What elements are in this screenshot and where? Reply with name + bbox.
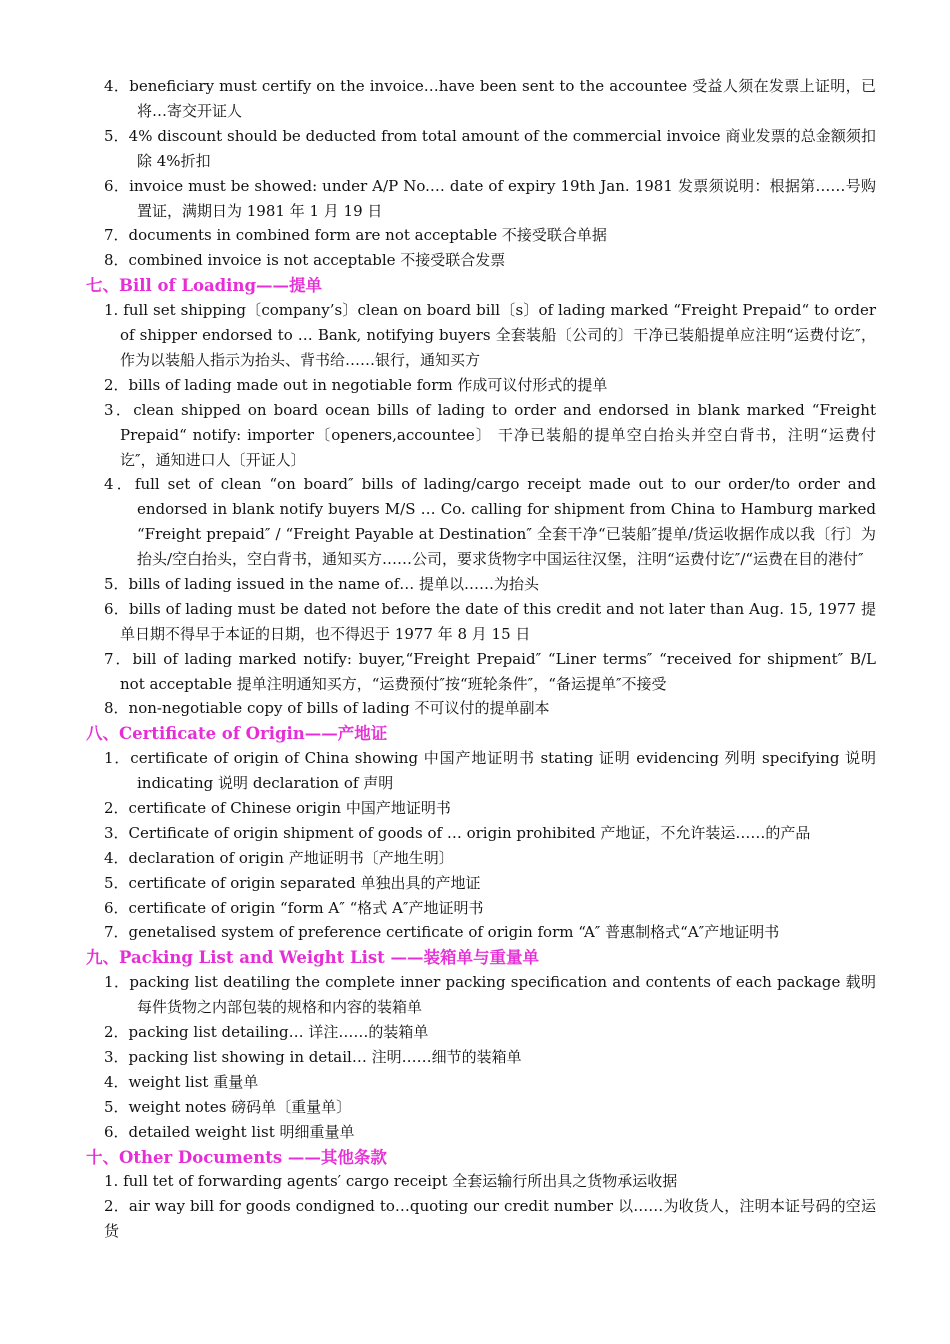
list-item: 8．combined invoice is not acceptable 不接受联合发票 <box>104 251 506 269</box>
list-item: 7．documents in combined form are not acceptable 不接受联合单据 <box>104 226 607 244</box>
list-item: 6．certificate of origin “form A″ “格式 A″产地证明书 <box>104 899 484 917</box>
list-item: 5．weight notes 磅码单〔重量单〕 <box>104 1098 352 1116</box>
list-item: 4．full set of clean “on board″ bills of lading/cargo receipt made out to our order/to order and endorsed in blank notify buyers M/S … Co. calling for shipment from China to Hamburg marked “Freight prepaid″ / “Freight Payable at Destination″ 全套干净“已装船″提单/货运收据作成以我〔行〕为抬头/空白抬头，空白背书，通知买方……公司，要求货物字中国运往汉堡，注明“运费付讫″/“运费在目的港付″ <box>104 475 876 568</box>
list-item: 4．weight list 重量单 <box>104 1073 259 1091</box>
list-item: 1. full set shipping〔company’s〕clean on board bill〔s〕of lading marked “Freight Prepaid“ to order of shipper endorsed to … Bank, notifying buyers 全套装船〔公司的〕干净已装船提单应注明“运费付讫″，作为以装船人指示为抬头、背书给……银行，通知买方 <box>104 301 876 369</box>
list-item: 4．declaration of origin 产地证明书〔产地生明〕 <box>104 849 454 867</box>
list-item: 8．non-negotiable copy of bills of lading 不可议付的提单副本 <box>104 699 550 717</box>
list-item: 4．beneficiary must certify on the invoice…have been sent to the accountee 受益人须在发票上证明，已将…寄交开证人 <box>104 77 876 120</box>
list-item: 6．invoice must be showed: under A/P No.… date of expiry 19th Jan. 1981 发票须说明：根据第……号购置证，满期日为 1981 年 1 月 19 日 <box>104 177 876 220</box>
list-item: 3．Certificate of origin shipment of goods of … origin prohibited 产地证，不允许装运……的产品 <box>104 824 811 842</box>
list-item: 7．bill of lading marked notify: buyer,“Freight Prepaid″ “Liner terms″ “received for shipment″ B/L not acceptable 提单注明通知买方，“运费预付″按“班轮条件″，“备运提单″不接受 <box>104 650 876 693</box>
section-heading-certificate-of-origin: 八、Certificate of Origin——产地证 <box>86 724 388 743</box>
list-item: 2．packing list detailing… 详注……的装箱单 <box>104 1023 429 1041</box>
section-heading-other-documents: 十、Other Documents ——其他条款 <box>86 1148 387 1167</box>
list-item: 1．packing list deatiling the complete inner packing specification and contents of each package 载明每件货物之内部包装的规格和内容的装箱单 <box>104 973 876 1016</box>
list-item: 1. full tet of forwarding agents′ cargo receipt 全套运输行所出具之货物承运收据 <box>104 1172 678 1190</box>
list-item: 5．bills of lading issued in the name of… 提单以……为抬头 <box>104 575 540 593</box>
list-item: 7．genetalised system of preference certificate of origin form “A″ 普惠制格式“A″产地证明书 <box>104 923 780 941</box>
list-item: 6．detailed weight list 明细重量单 <box>104 1123 355 1141</box>
section-heading-packing-list: 九、Packing List and Weight List ——装箱单与重量单 <box>86 948 540 967</box>
list-item: 1．certificate of origin of China showing 中国产地证明书 stating 证明 evidencing 列明 specifying 说明 indicating 说明 declaration of 声明 <box>104 749 876 792</box>
section-heading-bill-of-loading: 七、Bill of Loading——提单 <box>86 276 322 295</box>
list-item: 5．4% discount should be deducted from total amount of the commercial invoice 商业发票的总金额须扣除 4%折扣 <box>104 127 876 170</box>
list-item: 6．bills of lading must be dated not before the date of this credit and not later than Aug. 15, 1977 提单日期不得早于本证的日期，也不得迟于 1977 年 8 月 15 日 <box>104 600 876 643</box>
list-item: 2．certificate of Chinese origin 中国产地证明书 <box>104 799 451 817</box>
list-item: 5．certificate of origin separated 单独出具的产地证 <box>104 874 481 892</box>
list-item: 3．clean shipped on board ocean bills of lading to order and endorsed in blank marked “Freight Prepaid“ notify: importer〔openers,accountee〕 干净已装船的提单空白抬头并空白背书，注明“运费付讫″，通知进口人〔开证人〕 <box>104 401 876 469</box>
list-item: 2．air way bill for goods condigned to…quoting our credit number 以……为收货人，注明本证号码的空运货 <box>104 1197 876 1240</box>
list-item: 2．bills of lading made out in negotiable form 作成可议付形式的提单 <box>104 376 608 394</box>
list-item: 3．packing list showing in detail… 注明……细节的装箱单 <box>104 1048 522 1066</box>
